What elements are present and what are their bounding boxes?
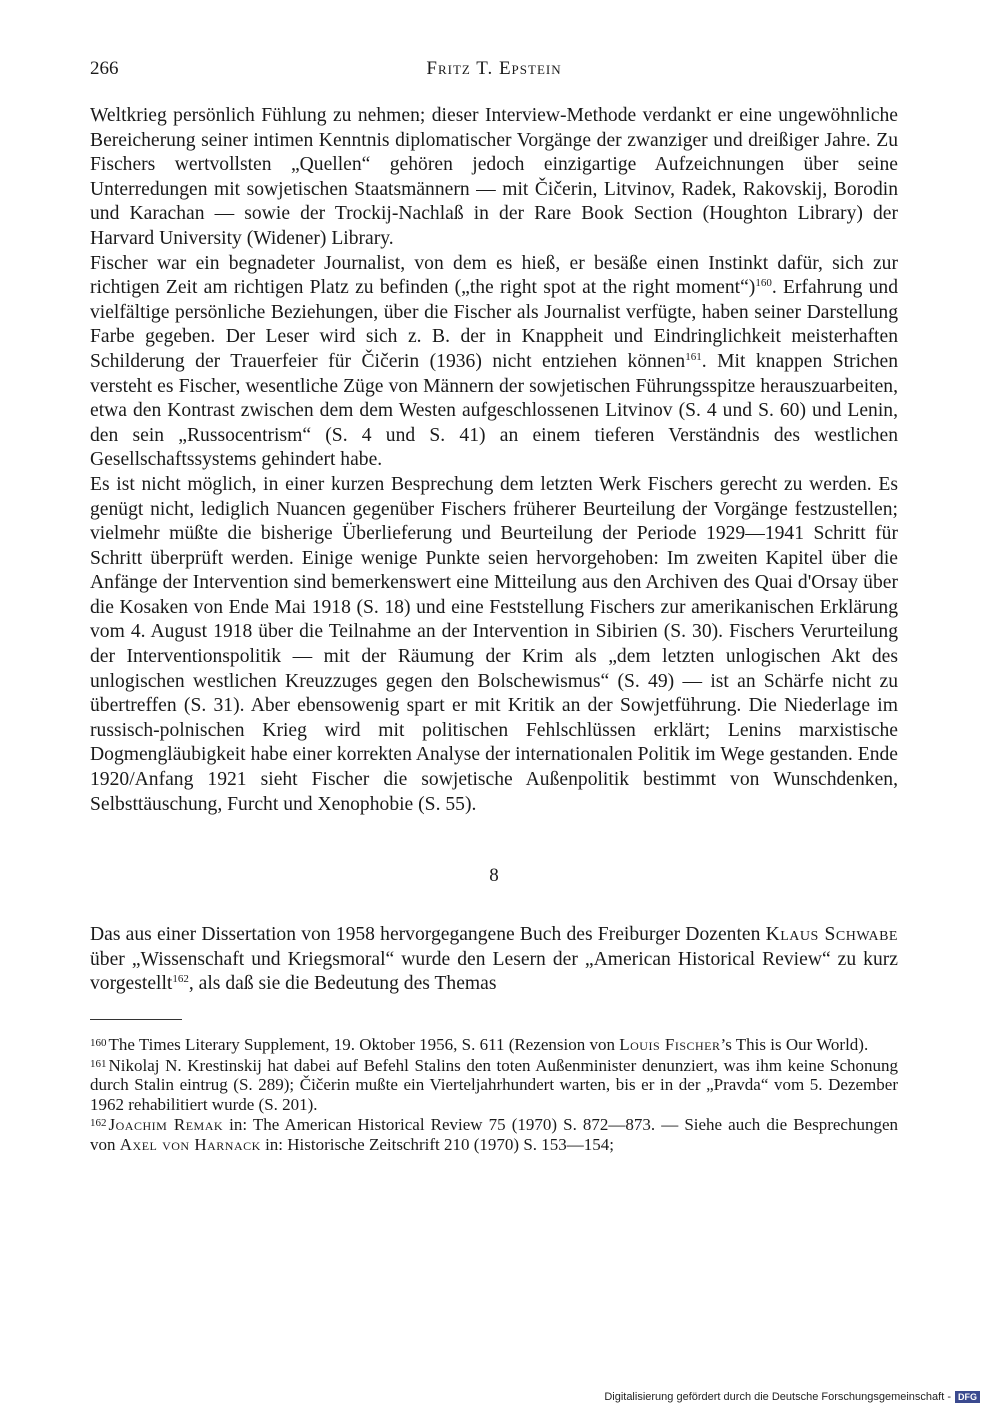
footnote-text: The Times Literary Supplement, 19. Oktober 1956, S. 611 (Rezension von: [108, 1035, 620, 1054]
footnote: [90, 1034, 898, 1055]
footnote: [90, 1114, 898, 1154]
footnote-number: 161: [90, 1057, 107, 1070]
author-name: Louis Fischer: [619, 1035, 721, 1054]
book-page: [90, 52, 898, 1155]
section-number: 8: [489, 865, 499, 887]
paragraph-text: . Erfahrung und vielfältige persönliche Beziehungen, über die Fischer als Journalist verfügte, haben seiner Darstellung Farbe gegeben. Der Leser wird sich z. B. der in Knappheit und Eindringlichkeit meisterhaften Schilderung der Trauerfeier für Čičerin (1936) nicht entziehen können: [90, 277, 898, 372]
footnotes: [90, 1034, 898, 1155]
footnote: [90, 1055, 898, 1115]
running-head: [90, 52, 898, 88]
paragraph-text: Weltkrieg persönlich Fühlung zu nehmen; dieser Interview-Methode verdankt er eine ungewöhnliche Bereicherung seiner intimen Kenntnis diplomatischer Vorgänge der zwanziger und dreißiger Jahre. Zu Fischers wertvollsten „Quellen“ gehören jedoch einzigartige Aufzeichnungen über seine Unterredungen mit sowjetischen Staatsmännern — mit Čičerin, Litvinov, Radek, Rakovskij, Borodin und Karachan — sowie der Trockij-Nachlaß in der Rare Book Section (Houghton Library) der Harvard University (Widener) Library.: [90, 105, 898, 249]
footnote-text: in: The American Historical Review 75 (1970) S. 872—873. — Siehe auch die Besprechungen von: [90, 1115, 898, 1154]
paragraph-text: Es ist nicht möglich, in einer kurzen Besprechung dem letzten Werk Fischers gerecht zu werden. Es genügt nicht, lediglich Nuancen gegenüber Fischers früherer Beurteilung der Vorgänge festzustellen; vielmehr müßte die bisherige Überlieferung und Beurteilung der Periode 1929—1941 Schritt für Schritt überprüft werden. Einige wenige Punkte seien hervorgehoben: Im zweiten Kapitel über die Anfänge der Intervention sind bemerkenswert eine Mitteilung aus den Archiven des Quai d'Orsay über die Kosaken von Ende Mai 1918 (S. 18) und eine Feststellung Fischers zur amerikanischen Erklärung vom 4. August 1918 über die Teilnahme an der Intervention in Sibirien (S. 30). Fischers Verurteilung der Interventionspolitik — mit der Räumung der Krim als „dem letzten unlogischen Akt des unlogischen westlichen Kreuzzuges gegen den Bolschewismus“ (S. 49) — ist an Schärfe nicht zu übertreffen (S. 31). Aber ebensowenig spart er mit Kritik an der Sowjetführung. Die Niederlage im russisch-polnischen Krieg wird mit politischen Fehlschlüssen erklärt; Lenins marxistische Dogmengläubigkeit habe einer korrekten Analyse der internationalen Politik im Wege gestanden. Ende 1920/Anfang 1921 sieht Fischer die sowjetische Außenpolitik bestimmt von Wunschdenken, Selbsttäuschung, Furcht und Xenophobie (S. 55).: [90, 473, 898, 815]
paragraph-text: . Mit knappen Strichen versteht es Fischer, wesentliche Züge von Männern der sowjetischen Führungsspitze herauszuarbeiten, etwa den Kontrast zwischen dem dem Westen aufgeschlossenen Litvinov (S. 4 und S. 60) und Lenin, den sein „Russocentrism“ (S. 4 und S. 41) an einem tieferen Verständnis des westlichen Gesellschaftssystems gehindert habe.: [90, 350, 899, 471]
footnote-reference: 161: [685, 350, 702, 363]
footnote-text: ’s This is Our World).: [720, 1035, 869, 1054]
paragraph: [90, 104, 898, 252]
section-text: [90, 923, 898, 997]
footnote-text: Nikolaj N. Krestinskij hat dabei auf Befehl Stalins den toten Außenminister denunziert, was ihm keine Schonung durch Stalin eintrug (S. 289); Čičerin mußte ein Vierteljahrhundert warten, bis er in der „Pravda“ vom 5. Dezember 1962 rehabilitiert wurde (S. 201).: [90, 1055, 898, 1114]
author-name: Joachim Remak: [108, 1115, 224, 1135]
paragraph-text: Fischer war ein begnadeter Journalist, von dem es hieß, er besäße einen Instinkt dafür, sich zur richtigen Zeit am richtigen Platz zu befinden („the right spot at the right moment“): [90, 252, 898, 299]
paragraph: [90, 923, 898, 997]
running-title: Fritz T. Epstein: [426, 58, 562, 79]
author-name: Klaus Schwabe: [765, 924, 898, 946]
footnote-reference: 162: [172, 973, 189, 986]
credit-text: Digitalisierung gefördert durch die Deutsche Forschungsgemeinschaft -: [604, 1391, 951, 1403]
page-number: 266: [90, 58, 119, 79]
footnote-reference: 160: [755, 277, 772, 290]
dfg-logo: DFG: [955, 1391, 980, 1403]
paragraph-text: , als daß sie die Bedeutung des Themas: [188, 973, 497, 995]
author-name: Axel von Harnack: [119, 1134, 261, 1154]
digitization-credit: [604, 1391, 980, 1403]
body-text: [90, 104, 898, 817]
footnote-text: in: Historische Zeitschrift 210 (1970) S. 153—154;: [260, 1134, 614, 1154]
footnote-number: 162: [90, 1117, 107, 1130]
paragraph: [90, 473, 898, 817]
paragraph: [90, 252, 898, 473]
paragraph-text: Das aus einer Dissertation von 1958 hervorgegangene Buch des Freiburger Dozenten: [90, 924, 766, 946]
footnote-number: 160: [90, 1037, 107, 1049]
footnote-divider: [90, 1019, 182, 1020]
paragraph-text: über „Wissenschaft und Kriegsmoral“ wurde den Lesern der „American Historical Review“ zu kurz vorgestellt: [90, 948, 898, 995]
